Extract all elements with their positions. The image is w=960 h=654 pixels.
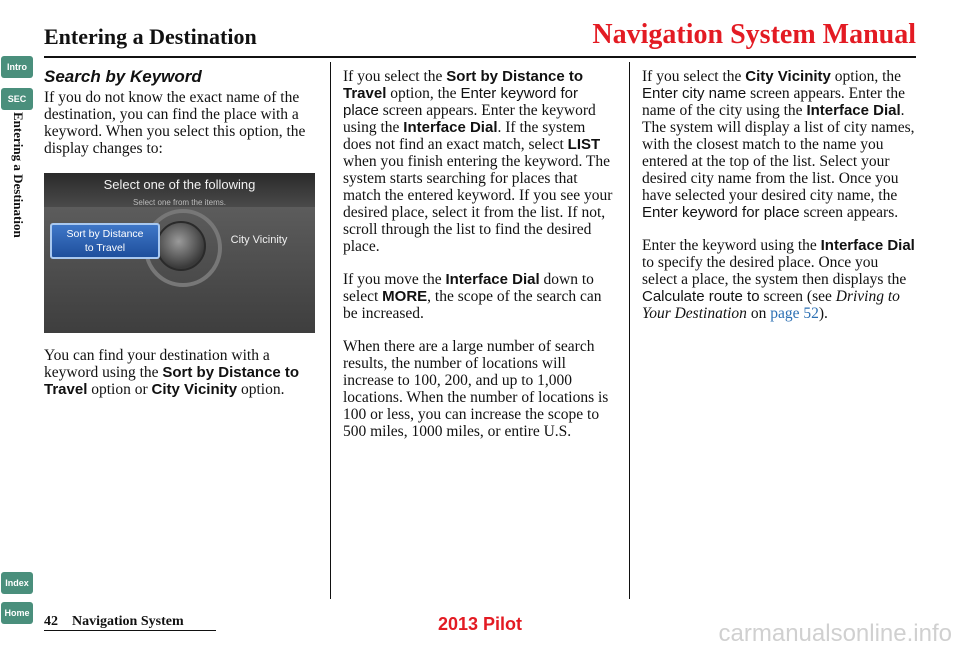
screen-title: Select one of the following — [103, 177, 256, 192]
column-divider — [629, 62, 630, 599]
page-section-title: Entering a Destination — [44, 24, 257, 49]
text: If you move the — [343, 271, 446, 288]
enter-keyword-paragraph — [642, 237, 917, 322]
intro-paragraph: If you do not know the exact name of the destination, you can find the place with a keyword. When you select this option, the display changes to: — [44, 89, 306, 157]
text: to specify the desired place. Once you select a place, the system then displays the — [642, 254, 907, 288]
ui-term: Interface Dial — [445, 271, 540, 288]
screen-name: Enter keyword for place — [642, 204, 800, 221]
ui-term: LIST — [567, 136, 601, 153]
text: . The system will display a list of city names, with the closest match to the name you entered at the top of the list. Select your desired city name from the list. Once you have selected your desired city name, the — [642, 102, 915, 204]
text: Enter the keyword using the — [642, 237, 821, 254]
column-divider — [330, 62, 331, 599]
ui-term: Sort by Distance to Travel — [44, 364, 300, 398]
search-results-paragraph: When there are a large number of search results, the number of locations will increase to 100, 200, and up to 1,000 locations. When the number of locations is 100 or less, you can increase the scope to 500 miles, 1000 miles, or entire U.S. — [343, 338, 609, 440]
ui-term: Interface Dial — [403, 119, 498, 136]
text: If you select the — [343, 68, 447, 85]
side-section-label: Entering a Destination — [11, 112, 26, 238]
cross-reference: Driving to Your Destination — [642, 288, 900, 322]
sort-by-distance-option[interactable] — [50, 223, 160, 259]
ui-term: City Vicinity — [745, 68, 831, 85]
screen-name: Enter city name — [642, 85, 747, 102]
ui-term: Interface Dial — [806, 102, 901, 119]
text: on — [746, 305, 771, 322]
column-2 — [343, 68, 615, 456]
header-divider — [44, 56, 916, 58]
column-3 — [642, 68, 917, 338]
text: screen appears. — [799, 204, 899, 221]
intro-tab[interactable]: Intro — [1, 56, 33, 78]
text: , the scope of the search can be increased. — [343, 288, 602, 322]
home-tab[interactable]: Home — [1, 602, 33, 624]
page-number: 42 — [44, 614, 58, 629]
ui-term: City Vicinity — [151, 381, 238, 398]
option-line: to Travel — [84, 242, 126, 254]
ui-term: Sort by Distance to Travel — [343, 68, 583, 102]
screen-header — [44, 173, 315, 207]
text: option, the — [830, 68, 902, 85]
keyword-options-paragraph — [44, 347, 316, 398]
text: screen (see — [759, 288, 836, 305]
screen-body — [44, 207, 315, 333]
screen-name: Calculate route to — [642, 288, 760, 305]
text: option, the — [386, 85, 461, 102]
screen-subtitle: Select one from the items. — [133, 198, 226, 207]
text: when you finish entering the keyword. The system starts searching for places that match the entered keyword. If you see your desired place, select it from the list. If not, scroll through the list to find the desired place. — [343, 153, 613, 255]
model-watermark: 2013 Pilot — [437, 614, 523, 634]
sec-tab[interactable]: SEC — [1, 88, 33, 110]
more-paragraph — [343, 271, 615, 322]
manual-title: Navigation System Manual — [592, 19, 916, 50]
text: screen appears. Enter the name of the city using the — [642, 85, 906, 119]
city-vicinity-option[interactable]: City Vicinity — [230, 233, 288, 246]
text: down to select — [343, 271, 594, 305]
text: . If the system does not find an exact match, select — [343, 119, 586, 153]
text: option or — [87, 381, 152, 398]
sort-by-distance-paragraph — [343, 68, 615, 255]
column-1 — [44, 68, 316, 414]
page-link[interactable]: page 52 — [770, 305, 819, 322]
interface-dial-icon — [156, 221, 206, 271]
screen-image — [44, 173, 315, 333]
text: option. — [237, 381, 285, 398]
option-line: Sort by Distance — [66, 228, 144, 240]
city-vicinity-paragraph — [642, 68, 917, 221]
text: screen appears. Enter the keyword using the — [343, 102, 596, 136]
ui-term: Interface Dial — [820, 237, 915, 254]
text: You can find your destination with a keyword using the — [44, 347, 270, 381]
site-watermark: carmanualsonline.info — [718, 620, 952, 647]
index-tab[interactable]: Index — [1, 572, 33, 594]
section-heading: Search by Keyword — [44, 67, 202, 86]
screen-name: Enter keyword for place — [343, 85, 578, 119]
text: If you select the — [642, 68, 746, 85]
text: ). — [818, 305, 828, 322]
ui-term: MORE — [382, 288, 428, 305]
system-label: Navigation System — [72, 614, 184, 629]
